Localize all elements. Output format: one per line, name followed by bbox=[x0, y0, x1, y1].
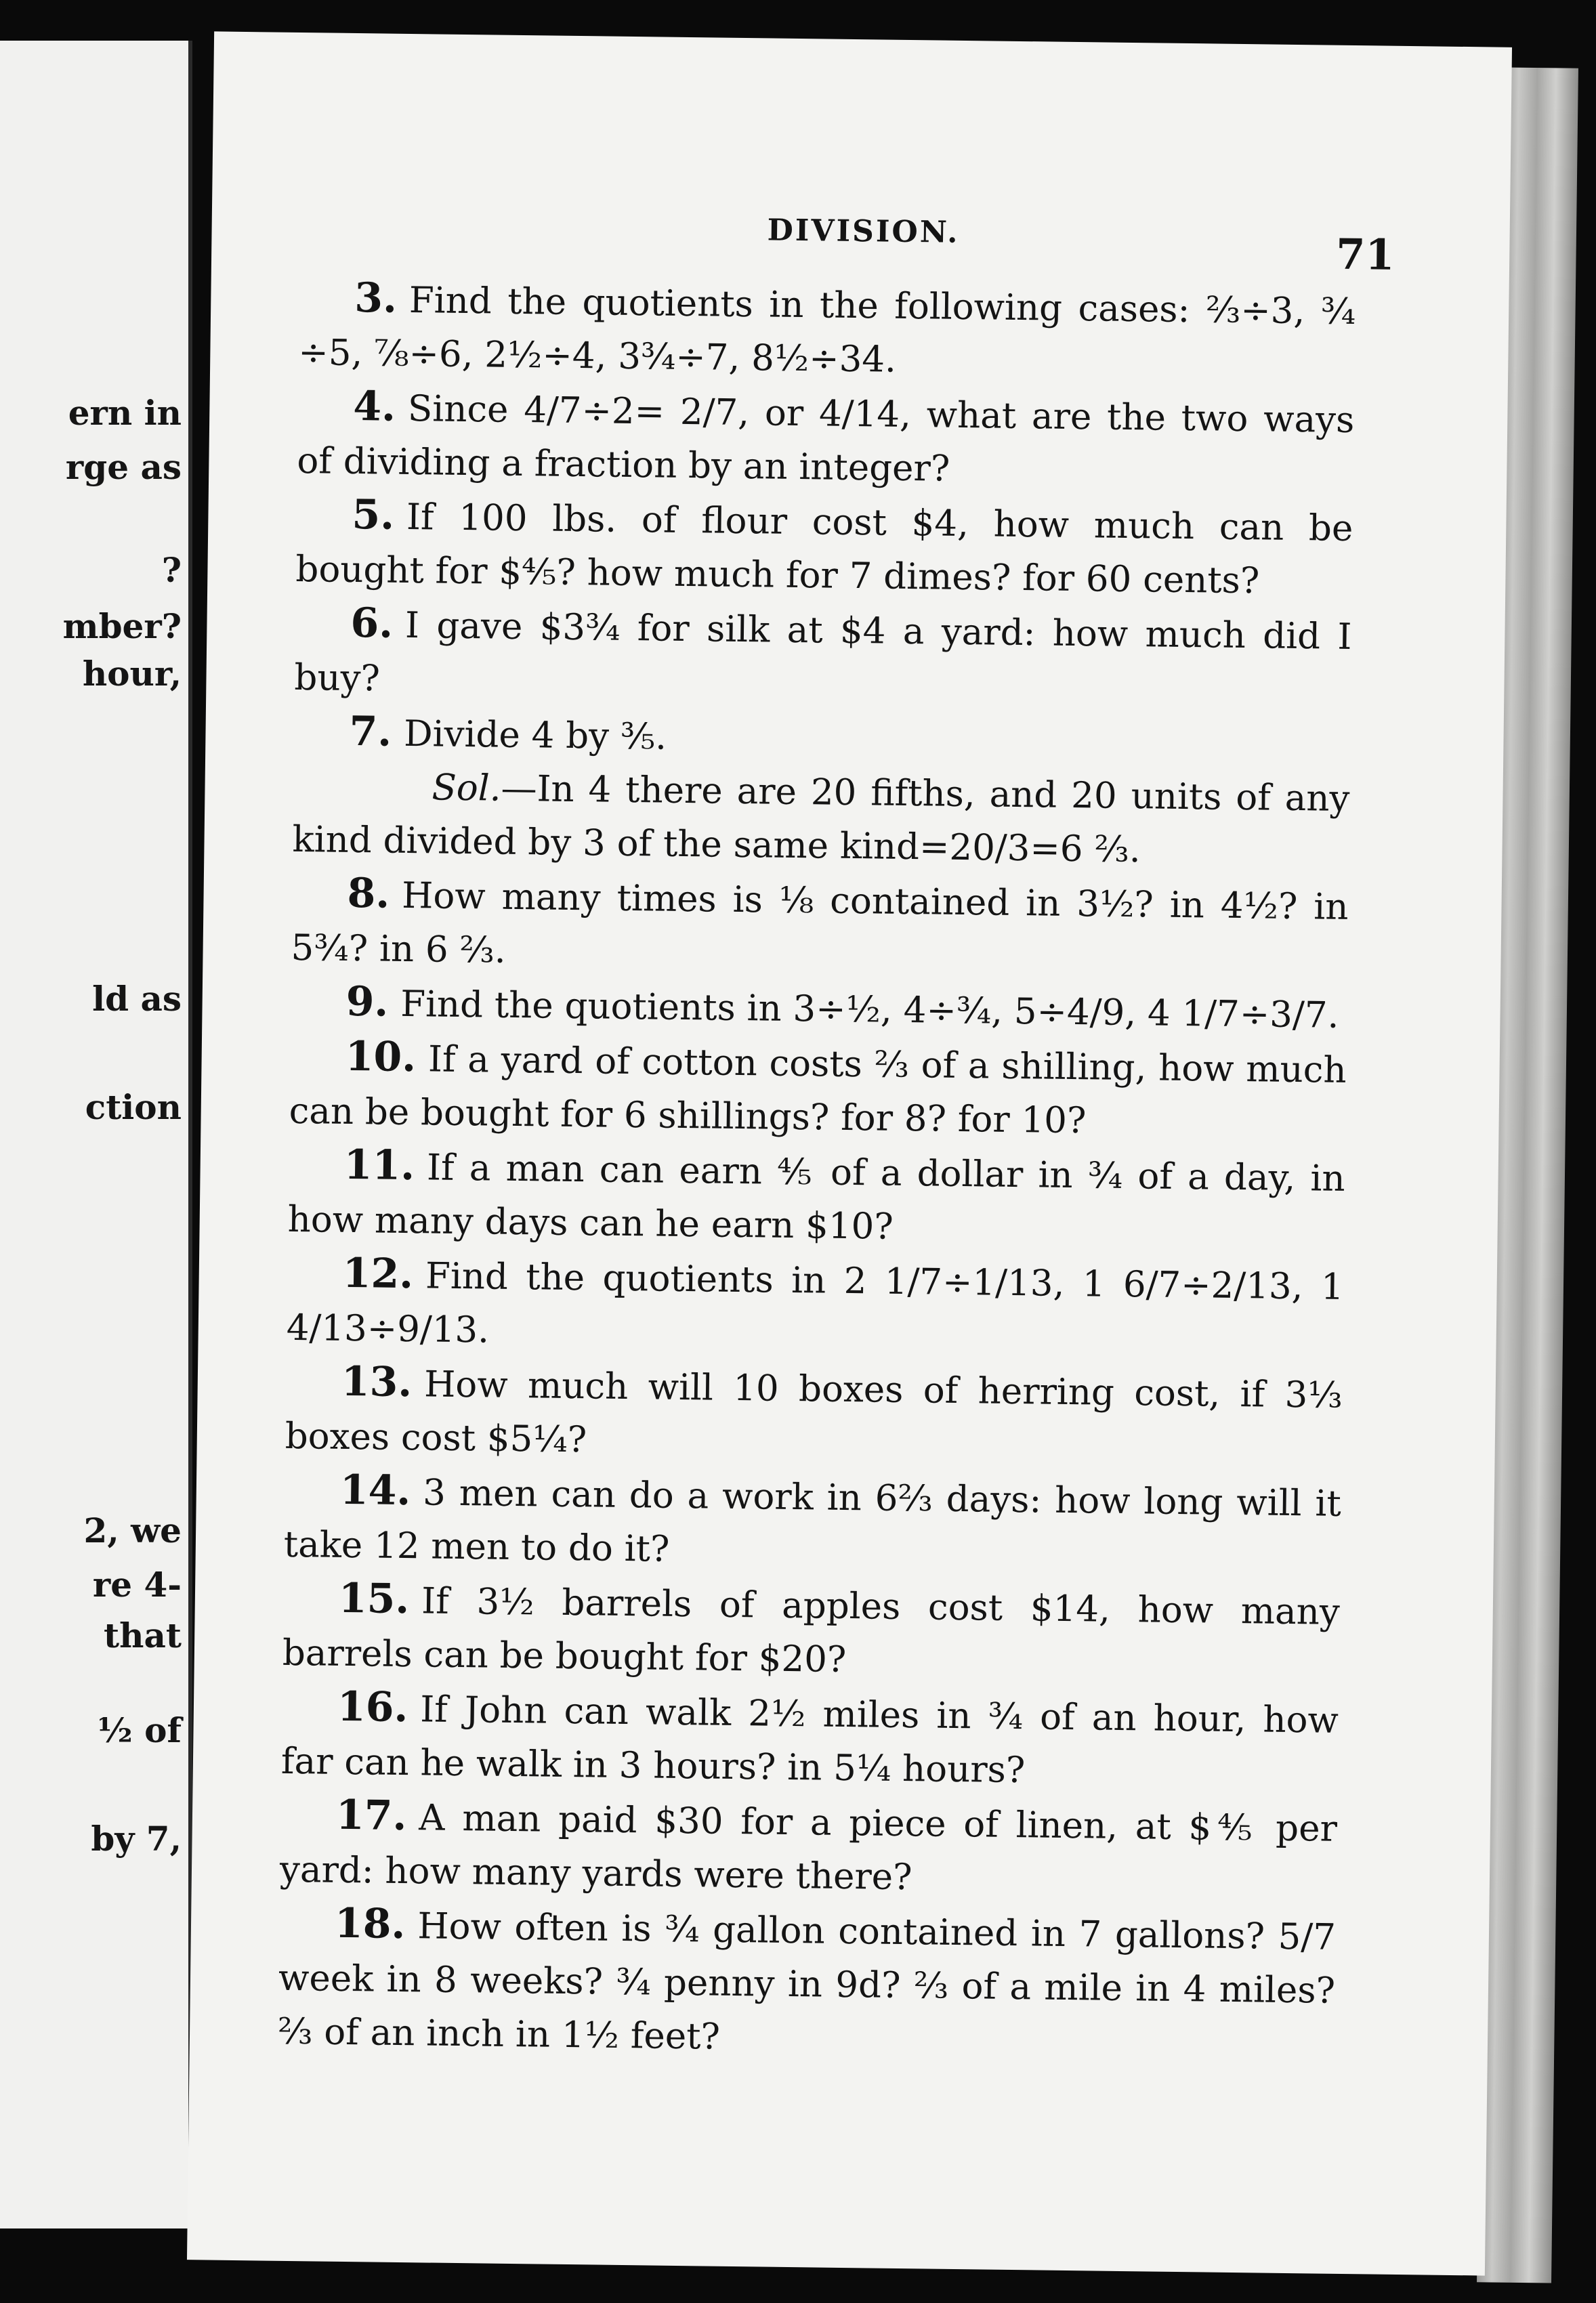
problem bbox=[286, 1246, 1344, 1368]
problem-number: 8. bbox=[347, 869, 390, 918]
problem bbox=[294, 596, 1352, 717]
problem bbox=[287, 1138, 1345, 1259]
problem-number: 3. bbox=[354, 274, 398, 322]
problem bbox=[289, 1030, 1347, 1151]
previous-page-fragment: ½ of bbox=[97, 1710, 182, 1750]
problem-number: 18. bbox=[334, 1899, 406, 1949]
problem-text: Find the quotients in the following cases: ⅔÷3, ¾ ÷5, ⅞÷6, 2½÷4, 3¾÷7, 8½÷34. bbox=[298, 279, 1356, 381]
problem bbox=[297, 379, 1355, 501]
previous-page-fragment: hour, bbox=[82, 654, 182, 694]
solution-text: —In 4 there are 20 fifths, and 20 units of any kind divided by 3 of the same kind=20/3=6 ⅔. bbox=[292, 767, 1350, 871]
problem bbox=[283, 1463, 1341, 1584]
problem-number: 15. bbox=[338, 1574, 410, 1624]
problem-number: 10. bbox=[345, 1032, 417, 1082]
problem-number: 14. bbox=[339, 1466, 411, 1515]
problem bbox=[285, 1355, 1343, 1476]
page-number: 71 bbox=[1335, 229, 1395, 280]
problem-text: Divide 4 by ⅗. bbox=[403, 713, 667, 758]
previous-page-fragment: by 7, bbox=[91, 1819, 182, 1859]
problem-number: 17. bbox=[335, 1791, 407, 1840]
problem-number: 11. bbox=[343, 1141, 415, 1190]
problem-number: 5. bbox=[352, 490, 395, 539]
problem-text: I gave $3¾ for silk at $4 a yard: how much did I buy? bbox=[294, 604, 1352, 700]
problem-number: 7. bbox=[349, 707, 392, 756]
problem-number: 4. bbox=[352, 382, 396, 431]
previous-page-fragment: mber? bbox=[62, 606, 182, 646]
problem-text: 3 men can do a work in 6⅔ days: how long will it take 12 men to do it? bbox=[283, 1472, 1342, 1570]
problem-text: How much will 10 boxes of herring cost, if 3⅓ boxes cost $5¼? bbox=[285, 1364, 1343, 1461]
problem bbox=[291, 866, 1349, 988]
problem-text: How many times is ⅛ contained in 3½? in 4½? in 5¾? in 6 ⅔. bbox=[291, 874, 1349, 971]
problem-text: Since 4/7÷2= 2/7, or 4/14, what are the two ways of dividing a fraction by an integer? bbox=[297, 387, 1355, 490]
previous-page-fragment: ld as bbox=[92, 979, 182, 1019]
solution bbox=[292, 759, 1350, 879]
problem bbox=[282, 1571, 1340, 1693]
problem-text: If John can walk 2½ miles in ¾ of an hour, how far can he walk in 3 hours? in 5¼ hours? bbox=[280, 1689, 1339, 1792]
previous-page-fragment: 2, we bbox=[83, 1510, 182, 1550]
problem-number: 6. bbox=[350, 599, 394, 648]
problem-text: If a man can earn ⅘ of a dollar in ¾ of a day, in how many days can he earn $10? bbox=[287, 1147, 1345, 1248]
problem-text: How often is ¾ gallon contained in 7 gallons? 5/7 week in 8 weeks? ¾ penny in 9d? ⅔ of a mile in 4 miles? ⅔ of an inch in 1½ feet? bbox=[277, 1905, 1337, 2058]
problem bbox=[278, 1897, 1337, 2071]
previous-page-fragment: ern in bbox=[68, 393, 182, 433]
running-head: DIVISION. bbox=[767, 213, 960, 250]
problem-text: If a yard of cotton costs ⅔ of a shilling, how much can be bought for 6 shillings? for 8? for 10? bbox=[289, 1038, 1347, 1142]
problem bbox=[298, 271, 1356, 392]
previous-page-edge bbox=[0, 41, 192, 2228]
page-body bbox=[278, 271, 1356, 2071]
problem-number: 12. bbox=[342, 1249, 414, 1298]
solution-label: Sol. bbox=[432, 767, 501, 809]
problem-number: 9. bbox=[345, 977, 389, 1026]
problem-text: If 3½ barrels of apples cost $14, how many barrels can be bought for $20? bbox=[282, 1580, 1341, 1681]
previous-page-fragment: rge as bbox=[65, 447, 182, 487]
previous-page-fragment: re 4- bbox=[92, 1565, 182, 1605]
previous-page-fragment: that bbox=[104, 1615, 182, 1655]
problem bbox=[295, 488, 1353, 609]
problem-text: Find the quotients in 2 1/7÷1/13, 1 6/7÷2/13, 1 4/13÷9/13. bbox=[286, 1255, 1345, 1351]
previous-page-fragment: ction bbox=[85, 1087, 182, 1127]
problem-number: 16. bbox=[337, 1683, 408, 1732]
problem bbox=[280, 1680, 1339, 1801]
problem bbox=[280, 1788, 1338, 1909]
problem-number: 13. bbox=[341, 1357, 413, 1407]
previous-page-fragment: ? bbox=[161, 550, 182, 590]
problem-text: A man paid $30 for a piece of linen, at $⅘ per yard: how many yards were there? bbox=[279, 1797, 1338, 1899]
problem-text: If 100 lbs. of flour cost $4, how much can be bought for $⅘? how much for 7 dimes? for 60 cents? bbox=[295, 496, 1353, 602]
problem-text: Find the quotients in 3÷½, 4÷¾, 5÷4/9, 4 1/7÷3/7. bbox=[400, 983, 1339, 1036]
book-page bbox=[187, 31, 1512, 2275]
